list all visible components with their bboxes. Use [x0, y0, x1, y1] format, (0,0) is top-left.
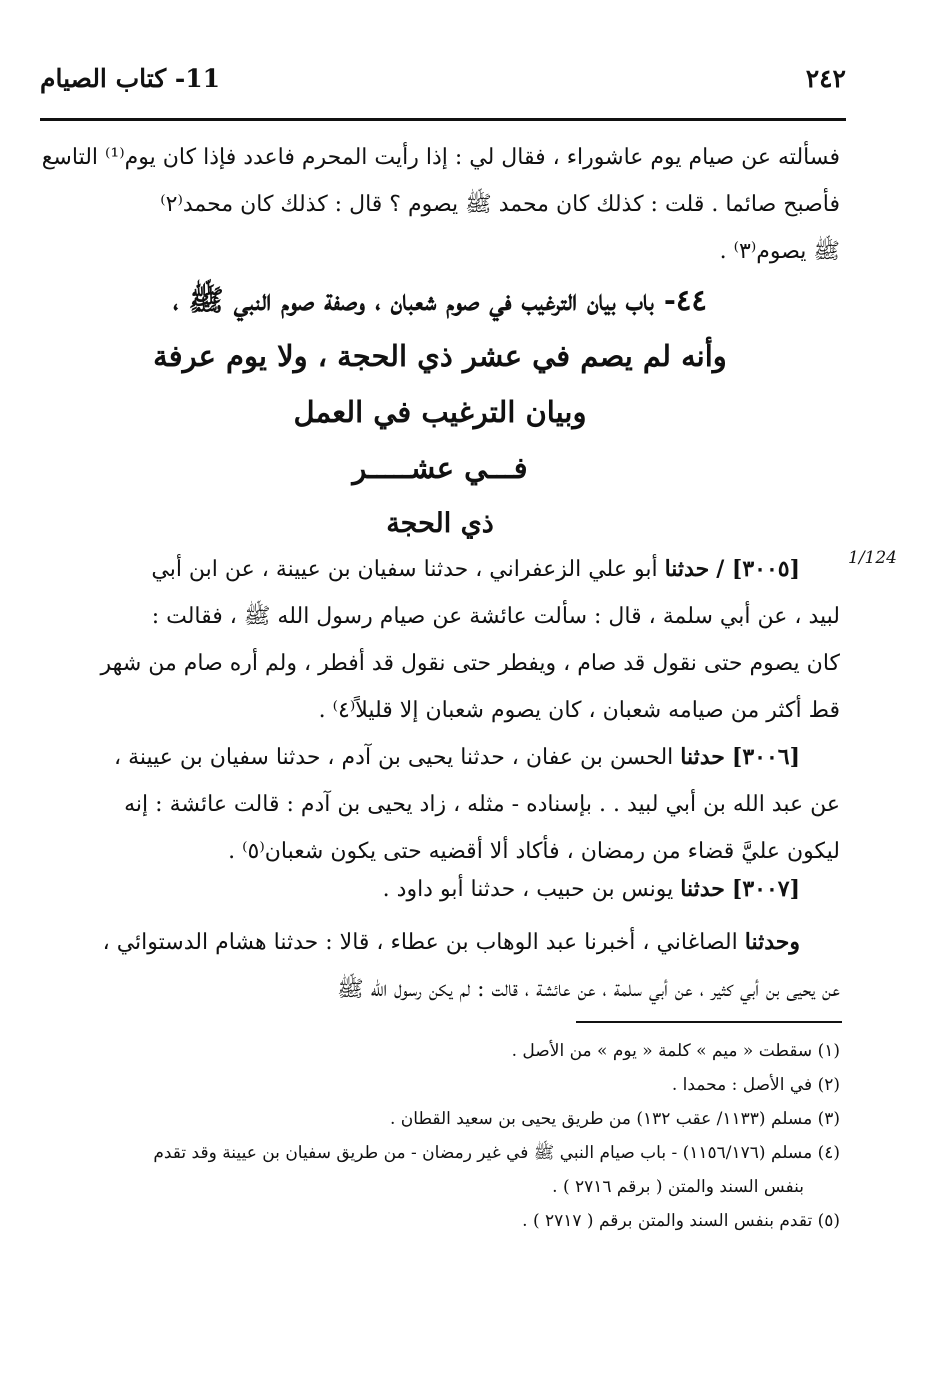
text-line: كان يصوم حتى نقول قد صام ، ويفطر حتى نقول قد أفطر ، ولم أره صام من شهر [100, 651, 840, 676]
text-line [40, 919, 840, 966]
heading-line: فـــي عشـــــر [352, 451, 528, 485]
hadith-3006 [40, 734, 840, 875]
footnote: (٢) في الأصل : محمدا . [671, 1075, 840, 1095]
hadith-3007-second-chain [40, 919, 840, 1013]
footnote: (٥) تقدم بنفس السند والمتن برقم ( ٢٧١٧ ) . [522, 1211, 840, 1231]
text-line: يونس بن حبيب ، حدثنا أبو داود . [382, 877, 674, 902]
text-line: فسألته عن صيام يوم عاشوراء ، فقال لي : إذا رأيت المحرم فاعدد فإذا كان يوم⁽¹⁾ التاسع [41, 145, 840, 170]
text-line: ليكون عليَّ قضاء من رمضان ، فأكاد ألا أقضيه حتى يكون شعبان⁽٥⁾ . [228, 839, 840, 864]
hadith-number: [٣٠٠٧] [731, 876, 800, 902]
footnotes [40, 1034, 840, 1238]
text-line [40, 866, 840, 913]
hadith-lead: حدثنا [680, 744, 725, 770]
hadith-lead: وحدثنا [744, 929, 800, 955]
footnote: (٣) مسلم (١١٣٣/ عقب ١٣٢) من طريق يحيى بن سعيد القطان . [389, 1109, 840, 1129]
footnote-rule [576, 1021, 842, 1023]
hadith-lead: حدثنا [680, 876, 725, 902]
heading-line: وبيان الترغيب في العمل [293, 395, 587, 429]
footnote-text: (٤) مسلم (١١٥٦/١٧٦) - باب صيام النبي ﷺ في غير رمضان - من طريق سفيان بن عيينة وقد تقدم [153, 1143, 840, 1163]
footnote [40, 1136, 840, 1204]
text-line: لبيد ، عن أبي سلمة ، قال : سألت عائشة عن صيام رسول الله ﷺ ، فقالت : [151, 604, 840, 629]
text-line: الصاغاني ، أخبرنا عبد الوهاب بن عطاء ، قالا : حدثنا هشام الدستوائي ، [102, 930, 738, 955]
hadith-number: [٣٠٠٦] [731, 744, 800, 770]
heading-line: وأنه لم يصم في عشر ذي الحجة ، ولا يوم عرفة [153, 339, 727, 373]
hadith-3007 [40, 866, 840, 913]
text-line: أبو علي الزعفراني ، حدثنا سفيان بن عيينة ، عن ابن أبي [151, 557, 658, 582]
text-line [40, 546, 840, 593]
chapter-title: 11- كتاب الصيام [40, 64, 221, 93]
hadith-lead: حدثنا [664, 556, 710, 582]
page-number: ٢٤٢ [805, 64, 846, 93]
chapter-heading [40, 272, 840, 552]
heading-line: ٤٤- باب بيان الترغيب في صوم شعبان ، وصفة صوم النبي ﷺ ، [172, 283, 708, 317]
heading-line: ذي الحجة [386, 508, 494, 539]
text-line: الحسن بن عفان ، حدثنا يحيى بن آدم ، حدثنا سفيان بن عيينة ، [113, 745, 674, 770]
text-line: قط أكثر من صيامه شعبان ، كان يصوم شعبان إلا قليلاً⁽٤⁾ . [318, 698, 840, 723]
text-line: ﷺ يصوم⁽٣⁾ . [719, 239, 840, 264]
header-rule [40, 118, 846, 121]
hadith-number: [٣٠٠٥] / [716, 556, 800, 582]
text-line [40, 734, 840, 781]
running-header [40, 64, 846, 104]
text-line: فأصبح صائما . قلت : كذلك كان محمد ﷺ يصوم ؟ قال : كذلك كان محمد⁽٢⁾ [160, 192, 840, 217]
text-line: عن عبد الله بن أبي لبيد . . بإسناده - مثله ، زاد يحيى بن آدم : قالت عائشة : إنه [124, 792, 840, 817]
intro-paragraph [40, 134, 840, 275]
footnote: (١) سقطت « ميم » كلمة « يوم » من الأصل . [511, 1041, 840, 1061]
hadith-3005 [40, 546, 840, 734]
text-line: عن يحيى بن أبي كثير ، عن أبي سلمة ، عن عائشة ، قالت : لم يكن رسول الله ﷺ [337, 977, 840, 1002]
footnote-continuation: بنفس السند والمتن ( برقم ٢٧١٦ ) . [552, 1177, 804, 1197]
margin-reference: 1/124 [848, 548, 897, 568]
